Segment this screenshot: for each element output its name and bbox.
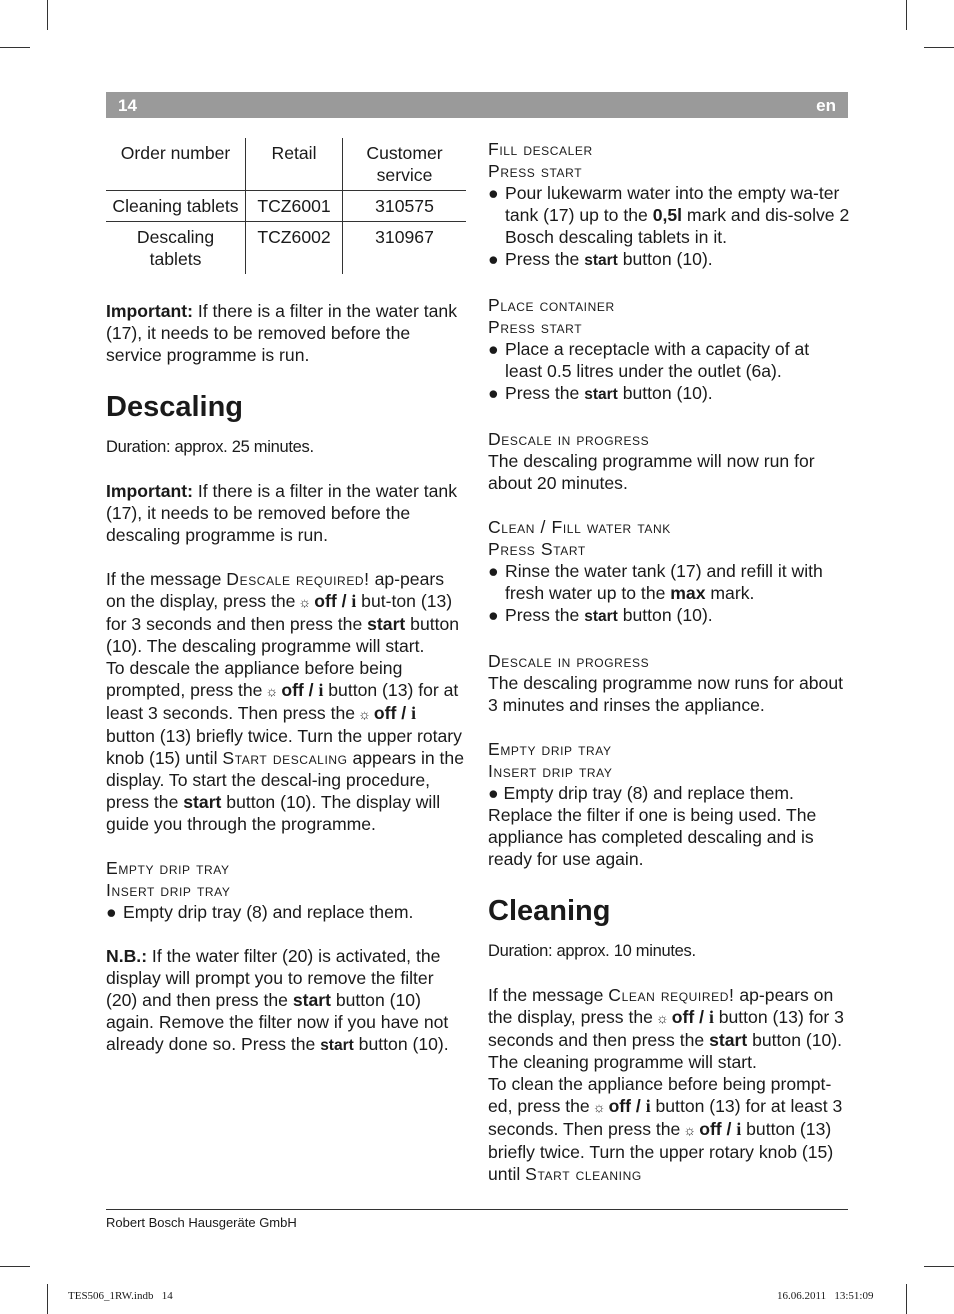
crop-mark	[0, 1266, 30, 1267]
table-cell: 310575	[343, 191, 467, 222]
descale-message-paragraph: If the message Descale required! ap-pears on the display, press the ☼ off / i but-ton (13) for 3 seconds and then press the start button (10). The descaling programme will start.	[106, 569, 460, 656]
display-message: Clean / Fill water tank	[488, 517, 671, 537]
body-text: The cleaning programme will start.	[488, 1052, 757, 1072]
table-header: Order number	[106, 138, 246, 191]
descaling-heading: Descaling	[106, 391, 243, 423]
footer-company: Robert Bosch Hausgeräte GmbH	[106, 1215, 297, 1230]
list-item: ● Empty drip tray (8) and replace them.	[488, 783, 794, 803]
info-icon: i	[318, 680, 324, 700]
important-note: Important: If there is a filter in the water tank (17), it needs to be removed before the service programme is run.	[106, 301, 458, 365]
table-header: Retail	[246, 138, 343, 191]
info-icon: i	[736, 1119, 742, 1139]
print-slug-date: 16.06.2011 13:51:09	[777, 1290, 874, 1302]
bullet-icon: ●	[488, 783, 504, 803]
table-row	[106, 222, 466, 275]
body-text: Replace the filter if one is being used. The appliance has completed descaling and is ready for use again.	[488, 805, 817, 869]
list-item: ● Press the start button (10).	[488, 249, 713, 269]
display-message: Press Start	[488, 539, 586, 559]
info-icon: i	[351, 591, 357, 611]
list-item: ● Pour lukewarm water into the empty wa-ter tank (17) up to the 0,5l mark and dis-solve 2 Bosch descaling tablets in it.	[488, 183, 850, 247]
list-item: ● Place a receptacle with a capacity of at least 0.5 litres under the outlet (6a).	[488, 339, 810, 381]
body-text: The descaling programme now runs for about 3 minutes and rinses the appliance.	[488, 673, 843, 715]
crop-mark	[906, 0, 907, 30]
bullet-icon: ●	[106, 902, 117, 922]
list-item: ● Rinse the water tank (17) and refill it with fresh water up to the max mark.	[488, 561, 823, 603]
crop-mark	[924, 47, 954, 48]
table-cell: TCZ6002	[246, 222, 343, 275]
table-cell: Cleaning tablets	[106, 191, 246, 222]
bullet-icon: ●	[488, 383, 499, 403]
table-cell: Descaling tablets	[106, 222, 246, 275]
display-message: Empty drip tray	[106, 858, 230, 878]
display-message: Descale in progress	[488, 429, 650, 449]
display-message: Empty drip tray	[488, 739, 612, 759]
info-icon: i	[645, 1096, 651, 1116]
display-message: Descale in progress	[488, 651, 650, 671]
display-message: Insert drip tray	[488, 761, 613, 781]
page-header-bar	[106, 92, 848, 118]
table-cell: 310967	[375, 227, 434, 247]
info-icon: i	[411, 703, 416, 723]
coffee-bean-icon: ☼	[683, 1122, 697, 1138]
bullet-icon: ●	[488, 249, 499, 269]
coffee-bean-icon: ☼	[592, 1099, 606, 1115]
crop-mark	[924, 1266, 954, 1267]
bullet-icon: ●	[488, 561, 499, 581]
info-icon: i	[708, 1007, 714, 1027]
list-item: ● Press the start button (10).	[488, 383, 713, 403]
clean-before-paragraph: To clean the appliance before being prompt-ed, press the ☼ off / i button (13) for at least 3 seconds. Then press the ☼ off / i button (13) briefly twice. Turn the upper rotary knob (15) until Start cleaning	[488, 1074, 843, 1184]
print-slug-file: TES506_1RW.indb 14	[68, 1290, 173, 1302]
page-number: 14	[118, 96, 137, 115]
footer-divider	[106, 1209, 848, 1210]
bullet-icon: ●	[488, 605, 499, 625]
cleaning-duration: Duration: approx. 10 minutes.	[488, 942, 696, 960]
display-message: Press start	[488, 317, 583, 337]
crop-mark	[47, 1284, 48, 1314]
display-message: Press start	[488, 161, 583, 181]
crop-mark	[47, 0, 48, 30]
clean-message-paragraph: If the message Clean required! ap-pears on the display, press the ☼ off / i button (13) for 3 seconds and then press the start button (10).	[488, 985, 844, 1050]
right-column	[488, 138, 850, 1185]
order-number-table	[106, 138, 466, 274]
bullet-icon: ●	[488, 183, 499, 203]
table-row	[106, 191, 466, 222]
list-item: ● Press the start button (10).	[488, 605, 713, 625]
coffee-bean-icon: ☼	[265, 683, 279, 699]
table-cell: TCZ6001	[246, 191, 343, 222]
display-message: Place container	[488, 295, 615, 315]
descaling-duration: Duration: approx. 25 minutes.	[106, 438, 314, 456]
crop-mark	[906, 1284, 907, 1314]
display-message: Insert drip tray	[106, 880, 231, 900]
descale-before-paragraph: To descale the appliance before being prompted, press the ☼ off / i button (13) for at least 3 seconds. Then press the ☼ off / i button (13) briefly twice. Turn the upper rotary knob (15) until Start descaling appears in the display. To start the descal-ing procedure, press the start button (10). The display will guide you through the programme.	[106, 658, 464, 834]
coffee-bean-icon: ☼	[358, 706, 371, 722]
list-item: ● Empty drip tray (8) and replace them.	[106, 902, 414, 922]
bullet-icon: ●	[488, 339, 499, 359]
language-tag: en	[816, 96, 836, 115]
coffee-bean-icon: ☼	[655, 1010, 669, 1026]
crop-mark	[0, 47, 30, 48]
coffee-bean-icon: ☼	[298, 594, 312, 610]
display-message: Fill descaler	[488, 139, 593, 159]
table-header: Customer service	[343, 138, 467, 191]
cleaning-heading: Cleaning	[488, 895, 611, 927]
left-column	[106, 138, 468, 1057]
body-text: The descaling programme will now run for about 20 minutes.	[488, 451, 815, 493]
important-note: Important: If there is a filter in the water tank (17), it needs to be removed before the descaling programme is run.	[106, 481, 458, 545]
nb-note: N.B.: If the water filter (20) is activated, the display will prompt you to remove the filter (20) and then press the start button (10) again. Remove the filter now if you have not already done so. Press the start button (10).	[106, 946, 449, 1054]
